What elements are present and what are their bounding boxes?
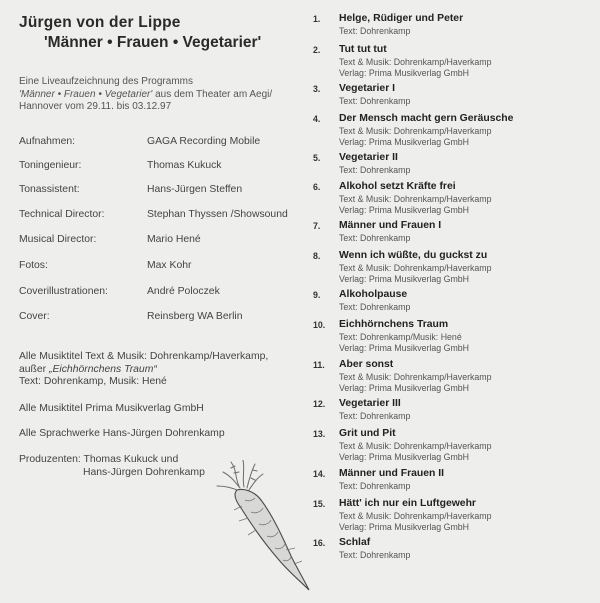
track-publisher: Verlag: Prima Musikverlag GmbH: [339, 274, 470, 284]
track-title: Helge, Rüdiger und Peter: [339, 13, 464, 24]
track-number: 13.: [313, 429, 326, 439]
program-name: 'Männer • Frauen • Vegetarier': [19, 88, 153, 100]
note-line: Hans-Jürgen Dohrenkamp: [83, 466, 205, 478]
track-title: Tut tut tut: [339, 44, 387, 55]
track-credit: Text: Dohrenkamp: [339, 233, 411, 243]
track-title: Eichhörnchens Traum: [339, 319, 449, 330]
track-number: 11.: [313, 360, 325, 370]
track-credit: Text: Dohrenkamp: [339, 96, 411, 106]
track-title: Alkoholpause: [339, 289, 408, 300]
credit-label: Technical Director:: [19, 209, 105, 220]
credit-row: [19, 160, 319, 174]
note-line: [19, 364, 268, 377]
credit-label: Coverillustrationen:: [19, 286, 108, 297]
track-credit: Text: Dohrenkamp: [339, 481, 411, 491]
track-title: Vegetarier III: [339, 398, 401, 409]
credit-label: Fotos:: [19, 260, 48, 271]
credit-value: Reinsberg WA Berlin: [147, 311, 243, 322]
track-number: 8.: [313, 251, 321, 261]
note-prefix: außer: [19, 363, 50, 375]
carrot-illustration: [215, 460, 311, 592]
track-credit: Text: Dohrenkamp: [339, 302, 411, 312]
credit-label: Cover:: [19, 311, 50, 322]
track-credit: Text & Musik: Dohrenkamp/Haverkamp: [339, 126, 492, 136]
track-number: 14.: [313, 469, 326, 479]
track-number: 7.: [313, 221, 321, 231]
publisher-note: Alle Musiktitel Prima Musikverlag GmbH: [19, 403, 204, 414]
note-line: Alle Musiktitel Text & Musik: Dohrenkamp/Haverkamp,: [19, 351, 269, 362]
track-title: Wenn ich wüßte, du guckst zu: [339, 250, 488, 261]
credit-label: Toningenieur:: [19, 160, 82, 171]
track-publisher: Verlag: Prima Musikverlag GmbH: [339, 343, 470, 353]
track-number: 12.: [313, 399, 326, 409]
track-credit: Text & Musik: Dohrenkamp/Haverkamp: [339, 511, 492, 521]
track-publisher: Verlag: Prima Musikverlag GmbH: [339, 205, 470, 215]
intro-line: Eine Liveaufzeichnung des Programms: [19, 76, 193, 87]
credit-label: Aufnahmen:: [19, 136, 76, 147]
track-credit: Text: Dohrenkamp: [339, 165, 411, 175]
credit-row: [19, 286, 319, 300]
credit-value: Stephan Thyssen /Showsound: [147, 209, 288, 220]
artist-title: Jürgen von der Lippe: [19, 14, 181, 31]
credit-value: Hans-Jürgen Steffen: [147, 184, 243, 195]
track-publisher: Verlag: Prima Musikverlag GmbH: [339, 522, 470, 532]
intro-text: [19, 76, 272, 114]
program-title: 'Männer • Frauen • Vegetarier': [44, 34, 262, 51]
credit-label: Tonassistent:: [19, 184, 80, 195]
note-line: Produzenten: Thomas Kukuck und: [19, 454, 179, 465]
credit-row: [19, 184, 319, 198]
track-credit: Text & Musik: Dohrenkamp/Haverkamp: [339, 263, 492, 273]
credit-row: [19, 234, 319, 248]
credit-value: GAGA Recording Mobile: [147, 136, 261, 147]
intro-line: Hannover vom 29.11. bis 03.12.97: [19, 101, 172, 112]
track-title: Schlaf: [339, 537, 371, 548]
track-credit: Text: Dohrenkamp: [339, 26, 411, 36]
track-number: 10.: [313, 320, 326, 330]
venue-text: aus dem Theater am Aegi/: [152, 88, 273, 100]
credit-label: Musical Director:: [19, 234, 97, 245]
track-title: Vegetarier II: [339, 152, 398, 163]
track-publisher: Verlag: Prima Musikverlag GmbH: [339, 68, 470, 78]
track-number: 1.: [313, 14, 321, 24]
note-line: Text: Dohrenkamp, Musik: Hené: [19, 376, 167, 387]
track-publisher: Verlag: Prima Musikverlag GmbH: [339, 383, 470, 393]
credit-value: Max Kohr: [147, 260, 192, 271]
track-number: 3.: [313, 84, 321, 94]
music-note: [19, 351, 268, 389]
exception-title: „Eichhörnchens Traum“: [49, 363, 157, 375]
track-number: 4.: [313, 114, 321, 124]
track-credit: Text & Musik: Dohrenkamp/Haverkamp: [339, 372, 492, 382]
track-number: 6.: [313, 182, 321, 192]
track-title: Alkohol setzt Kräfte frei: [339, 181, 456, 192]
track-credit: Text: Dohrenkamp: [339, 550, 411, 560]
intro-line: [19, 89, 272, 102]
track-credit: Text: Dohrenkamp: [339, 411, 411, 421]
producers-note: [19, 454, 205, 479]
credit-row: [19, 311, 319, 325]
track-title: Der Mensch macht gern Geräusche: [339, 113, 514, 124]
track-credit: Text & Musik: Dohrenkamp/Haverkamp: [339, 57, 492, 67]
track-title: Vegetarier I: [339, 83, 396, 94]
track-title: Männer und Frauen I: [339, 220, 442, 231]
track-publisher: Verlag: Prima Musikverlag GmbH: [339, 137, 470, 147]
track-title: Aber sonst: [339, 359, 394, 370]
track-credit: Text: Dohrenkamp/Musik: Hené: [339, 332, 462, 342]
credit-value: Mario Hené: [147, 234, 201, 245]
track-publisher: Verlag: Prima Musikverlag GmbH: [339, 452, 470, 462]
credit-row: [19, 209, 319, 223]
credit-row: [19, 136, 319, 150]
track-title: Grit und Pit: [339, 428, 396, 439]
track-credit: Text & Musik: Dohrenkamp/Haverkamp: [339, 441, 492, 451]
track-title: Hätt' ich nur ein Luftgewehr: [339, 498, 476, 509]
track-number: 16.: [313, 538, 326, 548]
track-number: 15.: [313, 499, 326, 509]
credit-value: André Poloczek: [147, 286, 220, 297]
track-number: 2.: [313, 45, 321, 55]
track-title: Männer und Frauen II: [339, 468, 445, 479]
track-number: 9.: [313, 290, 321, 300]
track-credit: Text & Musik: Dohrenkamp/Haverkamp: [339, 194, 492, 204]
credit-value: Thomas Kukuck: [147, 160, 222, 171]
track-number: 5.: [313, 153, 321, 163]
spoken-word-note: Alle Sprachwerke Hans-Jürgen Dohrenkamp: [19, 428, 225, 439]
credit-row: [19, 260, 319, 274]
